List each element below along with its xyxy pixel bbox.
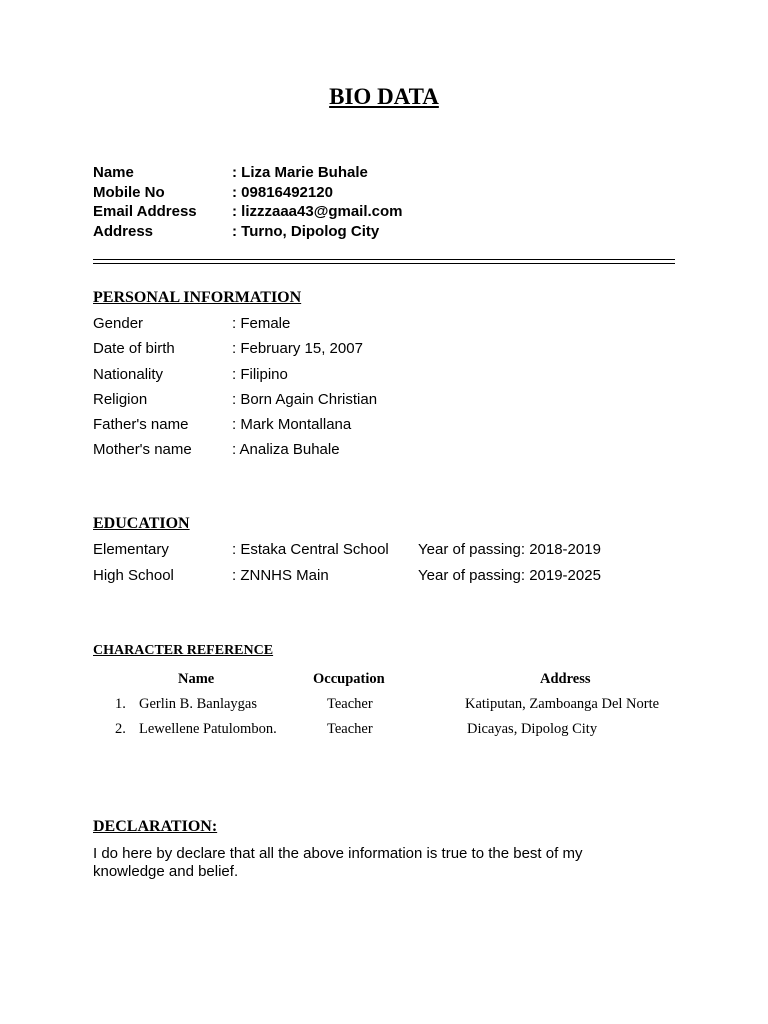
education-school: : ZNNHS Main <box>232 567 329 584</box>
reference-name: Gerlin B. Banlaygas <box>139 696 257 712</box>
column-header-address: Address <box>540 671 591 687</box>
contact-label: Address <box>93 222 154 240</box>
info-label: Gender <box>93 315 144 332</box>
info-label: Date of birth <box>93 340 175 358</box>
education-school: : Estaka Central School <box>232 541 389 558</box>
reference-name: Lewellene Patulombon. <box>139 721 277 737</box>
education-heading: EDUCATION <box>93 515 190 532</box>
info-value: : February 15, 2007 <box>232 340 363 358</box>
info-label: Nationality <box>93 365 164 383</box>
divider-line <box>93 259 675 260</box>
contact-label: Name <box>93 164 134 181</box>
info-label: Father's name <box>93 416 189 434</box>
declaration-text: I do here by declare that all the above information is true to the best of my knowledge and belief. <box>93 845 583 880</box>
contact-value: : Liza Marie Buhale <box>232 164 368 181</box>
divider-line <box>93 263 675 264</box>
reference-address: Dicayas, Dipolog City <box>467 721 598 737</box>
declaration-heading: DECLARATION: <box>93 818 218 835</box>
education-level: Elementary <box>93 541 169 558</box>
column-header-occupation: Occupation <box>313 671 385 687</box>
info-value: : Female <box>232 315 291 332</box>
contact-value: : Turno, Dipolog City <box>232 222 380 240</box>
contact-value: : lizzzaaa43@gmail.com <box>232 203 403 220</box>
reference-number: 2. <box>115 721 126 737</box>
personal-info-heading: PERSONAL INFORMATION <box>93 289 302 306</box>
education-year: Year of passing: 2018-2019 <box>418 541 601 558</box>
education-level: High School <box>93 567 174 584</box>
contact-label: Mobile No <box>93 183 165 201</box>
reference-address: Katiputan, Zamboanga Del Norte <box>465 696 660 712</box>
character-reference-heading: CHARACTER REFERENCE <box>93 643 274 658</box>
info-label: Mother's name <box>93 441 192 459</box>
reference-occupation: Teacher <box>327 696 373 712</box>
info-value: : Born Again Christian <box>232 390 378 408</box>
contact-value: : 09816492120 <box>232 183 333 201</box>
column-header-name: Name <box>178 671 215 687</box>
contact-label: Email Address <box>93 203 197 220</box>
reference-occupation: Teacher <box>327 721 373 737</box>
info-value: : Filipino <box>232 365 288 383</box>
page-title: BIO DATA <box>329 84 439 109</box>
reference-number: 1. <box>115 696 126 712</box>
info-value: : Analiza Buhale <box>232 441 340 459</box>
info-value: : Mark Montallana <box>232 416 352 434</box>
info-label: Religion <box>93 390 148 408</box>
education-year: Year of passing: 2019-2025 <box>418 567 601 584</box>
